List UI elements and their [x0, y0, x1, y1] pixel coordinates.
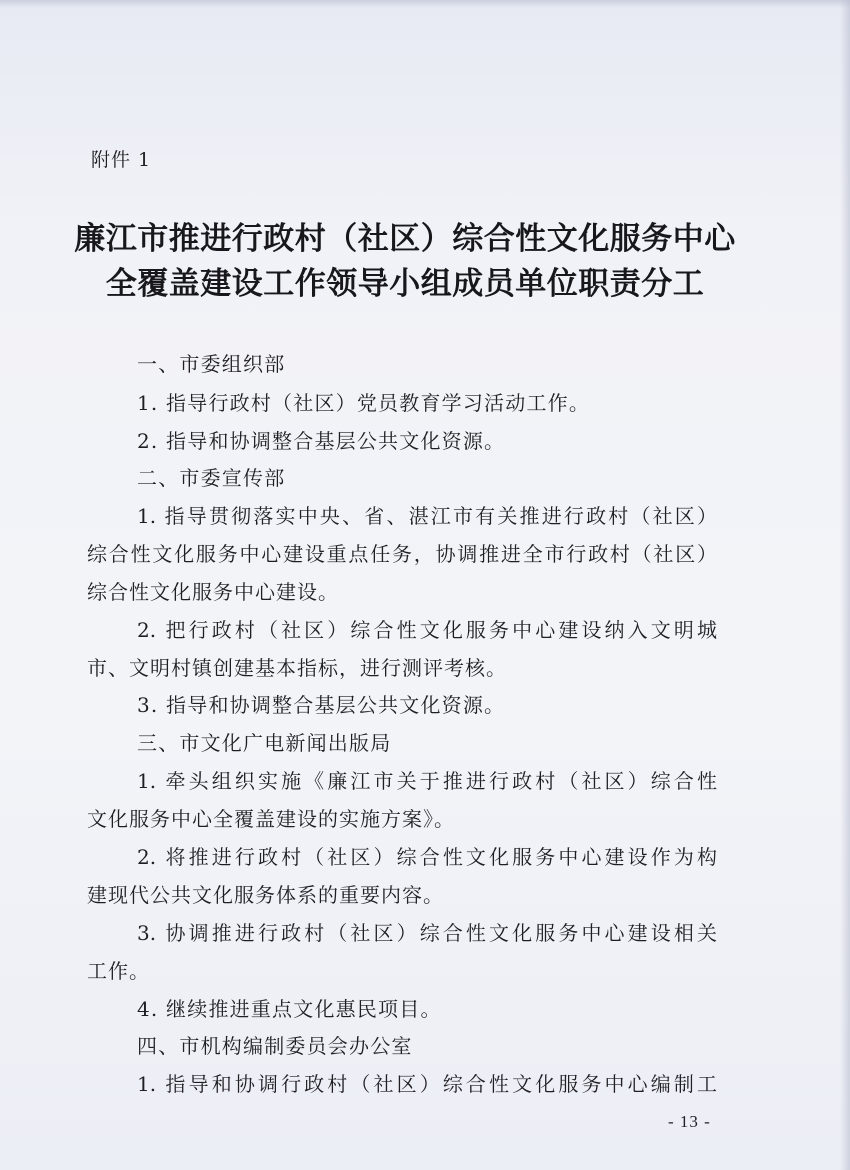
body-line: 综合性文化服务中心建设重点任务，协调推进全市行政村（社区）: [87, 542, 717, 566]
body-line: 2. 将推进行政村（社区）综合性文化服务中心建设作为构: [137, 845, 717, 869]
document-title-line-1: 廉江市推进行政村（社区）综合性文化服务中心: [74, 221, 736, 257]
section-heading: 二、市委宣传部: [137, 466, 286, 490]
body-line: 综合性文化服务中心建设。: [87, 580, 339, 604]
body-line: 工作。: [87, 959, 150, 983]
body-line: 建现代公共文化服务体系的重要内容。: [87, 883, 444, 907]
body-line: 3. 指导和协调整合基层公共文化资源。: [137, 693, 506, 717]
body-line: 4. 继续推进重点文化惠民项目。: [137, 997, 442, 1021]
section-heading: 四、市机构编制委员会办公室: [137, 1034, 413, 1058]
section-heading: 一、市委组织部: [137, 352, 286, 376]
document-title-line-2: 全覆盖建设工作领导小组成员单位职责分工: [105, 266, 705, 302]
scan-shadow-right: [840, 0, 850, 1170]
page-number: - 13 -: [668, 1112, 711, 1131]
section-heading: 三、市文化广电新闻出版局: [137, 731, 392, 755]
body-line: 1. 牵头组织实施《廉江市关于推进行政村（社区）综合性: [137, 769, 717, 793]
body-line: 2. 指导和协调整合基层公共文化资源。: [137, 429, 506, 453]
body-line: 市、文明村镇创建基本指标，进行测评考核。: [87, 656, 507, 680]
body-line: 3. 协调推进行政村（社区）综合性文化服务中心建设相关: [137, 921, 717, 945]
scan-shadow-top: [0, 0, 850, 8]
body-line: 1. 指导行政村（社区）党员教育学习活动工作。: [137, 391, 591, 415]
attachment-label: 附件 1: [91, 149, 152, 171]
body-line: 1. 指导和协调行政村（社区）综合性文化服务中心编制工: [137, 1072, 717, 1096]
body-line: 2. 把行政村（社区）综合性文化服务中心建设纳入文明城: [137, 618, 717, 642]
body-line: 1. 指导贯彻落实中央、省、湛江市有关推进行政村（社区）: [137, 504, 717, 528]
body-line: 文化服务中心全覆盖建设的实施方案》。: [87, 807, 455, 831]
